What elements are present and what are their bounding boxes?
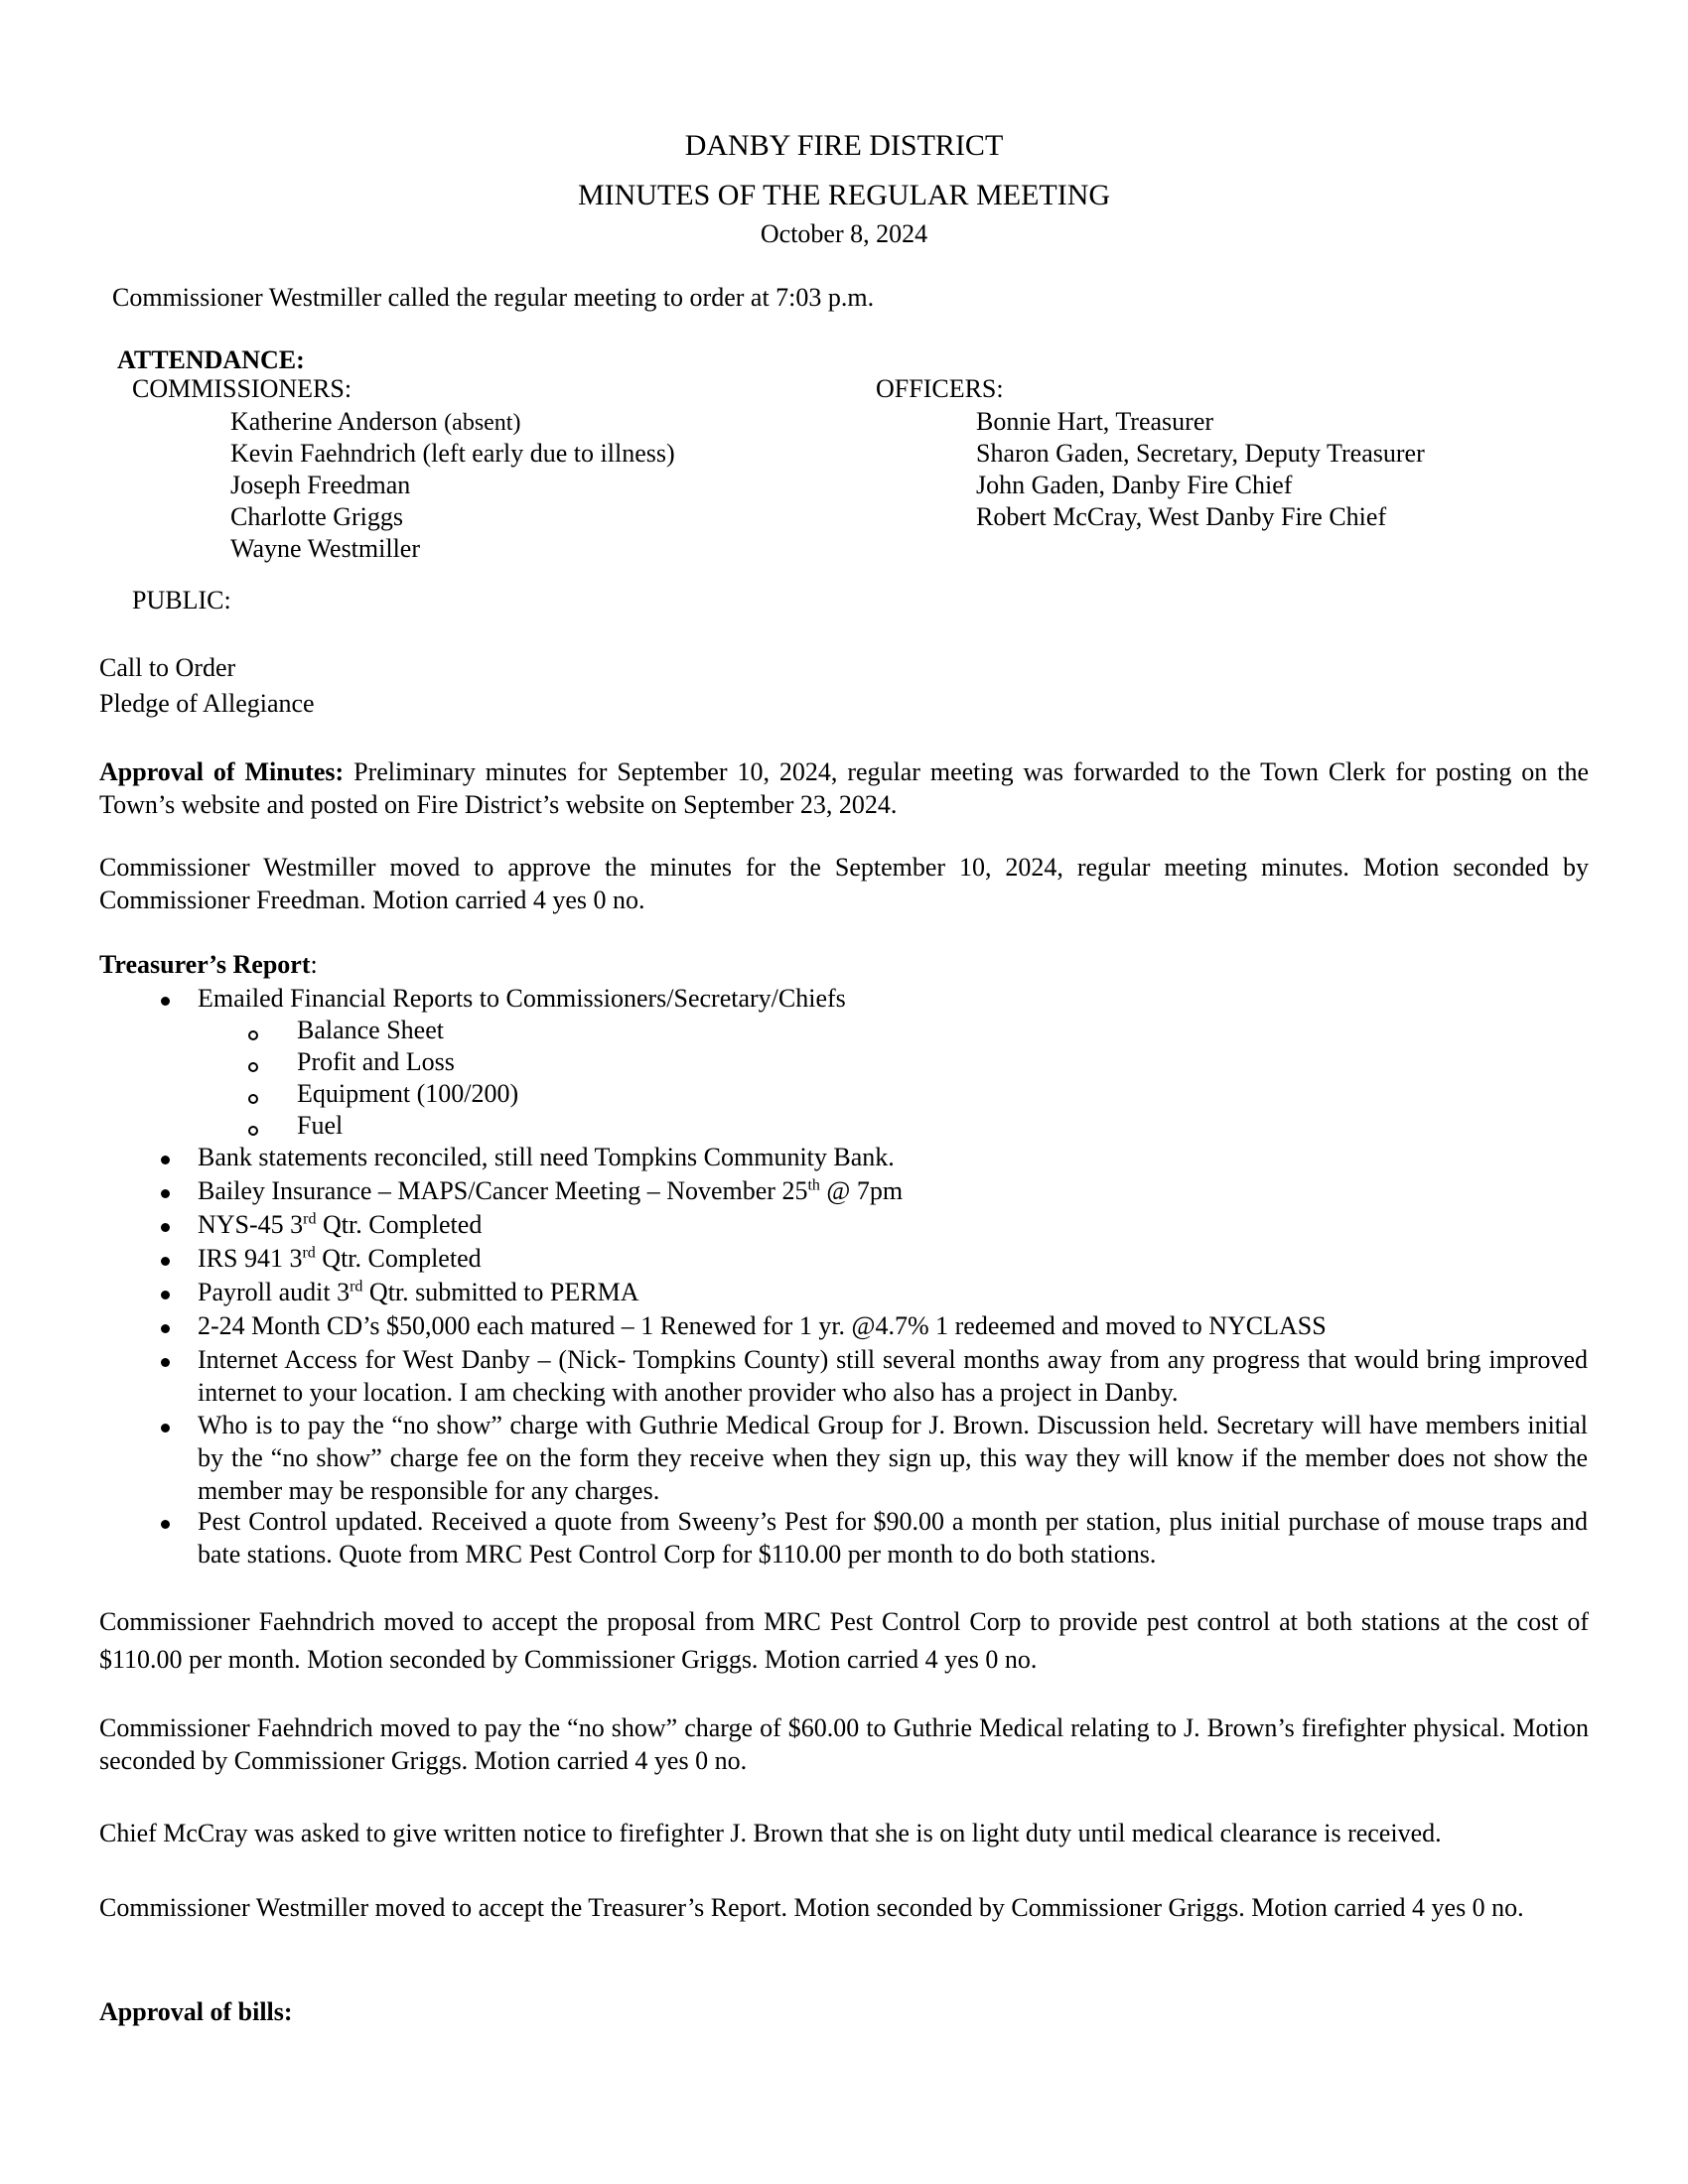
bills-heading: Approval of bills: [99,1997,293,2026]
treasurer-report-heading: Treasurer’s Report: [99,950,318,979]
sub-bullet-icon [248,1062,258,1072]
bullet-icon [161,1223,170,1232]
meeting-date: October 8, 2024 [760,219,928,248]
treasurer-sub-bullet: Fuel [297,1111,344,1140]
motion-pest-control: Commissioner Faehndrich moved to accept the proposal from MRC Pest Control Corp to provide pest control at both stations at the cost of $110.00 per month. Motion seconded by Commissioner Griggs. Motion carried 4 yes 0 no. [99,1607,1589,1674]
commissioner-item: Kevin Faehndrich (left early due to illness) [230,439,675,468]
bullet-icon [161,1257,170,1266]
call-to-order-line: Commissioner Westmiller called the regular meeting to order at 7:03 p.m. [112,283,875,312]
treasurer-bullet: Payroll audit 3rd Qtr. submitted to PERMA [198,1278,639,1306]
approval-minutes-heading: Approval of Minutes: [99,757,345,786]
motion-treasurer-report: Commissioner Westmiller moved to accept the Treasurer’s Report. Motion seconded by Commissioner Griggs. Motion carried 4 yes 0 no. [99,1893,1524,1922]
bullet-icon [161,1156,170,1164]
commissioner-item: Charlotte Griggs [230,502,404,531]
bullet-icon [161,1324,170,1333]
bullet-icon [161,997,170,1006]
agenda-item: Pledge of Allegiance [99,689,315,718]
bullet-icon [161,1424,170,1433]
treasurer-bullet: 2-24 Month CD’s $50,000 each matured – 1 Renewed for 1 yr. @4.7% 1 redeemed and moved to NYCLASS [198,1311,1327,1340]
sub-bullet-icon [248,1126,258,1136]
approval-minutes-paragraph: Approval of Minutes: Preliminary minutes for September 10, 2024, regular meeting was forwarded to the Town Clerk for posting on the Town’s website and posted on Fire District’s website on September 23, 2024. [99,757,1589,819]
sub-bullet-icon [248,1030,258,1040]
approval-minutes-motion: Commissioner Westmiller moved to approve the minutes for the September 10, 2024, regular meeting minutes. Motion seconded by Commissioner Freedman. Motion carried 4 yes 0 no. [99,853,1589,914]
motion-no-show-charge: Commissioner Faehndrich moved to pay the “no show” charge of $60.00 to Guthrie Medical relating to J. Brown’s firefighter physical. Motion seconded by Commissioner Griggs. Motion carried 4 yes 0 no. [99,1713,1589,1775]
treasurer-bullet: Who is to pay the “no show” charge with Guthrie Medical Group for J. Brown. Discussion held. Secretary will have members initial by the “no show” charge fee on the form they receive when they sign up, this way they will know if the member does not show the member may be responsible for any charges. [198,1411,1588,1505]
public-label: PUBLIC: [132,586,231,614]
officer-item: Bonnie Hart, Treasurer [976,407,1214,436]
commissioner-item: Katherine Anderson (absent) [230,407,521,436]
officer-item: John Gaden, Danby Fire Chief [976,471,1293,499]
commissioners-label: COMMISSIONERS: [132,374,352,403]
treasurer-sub-bullet: Balance Sheet [297,1016,444,1044]
agenda-item: Call to Order [99,653,236,682]
treasurer-bullet: Bailey Insurance – MAPS/Cancer Meeting – November 25th @ 7pm [198,1176,904,1205]
sub-bullet-icon [248,1094,258,1104]
treasurer-bullet: NYS-45 3rd Qtr. Completed [198,1210,483,1239]
treasurer-bullet: Bank statements reconciled, still need Tompkins Community Bank. [198,1143,895,1171]
treasurer-sub-bullet: Equipment (100/200) [297,1079,519,1108]
commissioner-item: Joseph Freedman [230,471,411,499]
page-title: MINUTES OF THE REGULAR MEETING [577,179,1111,211]
org-title: DANBY FIRE DISTRICT [684,129,1004,162]
attendance-heading: ATTENDANCE: [117,345,305,374]
treasurer-bullet: Internet Access for West Danby – (Nick- Tompkins County) still several months away from any progress that would bring improved internet to your location. I am checking with another provider who also has a project in Danby. [198,1345,1588,1407]
bullet-icon [161,1189,170,1198]
officers-label: OFFICERS: [876,374,1004,403]
bullet-icon [161,1520,170,1529]
bullet-icon [161,1358,170,1367]
commissioner-item: Wayne Westmiller [230,534,421,563]
treasurer-bullet: Emailed Financial Reports to Commissioners/Secretary/Chiefs [198,984,846,1013]
officer-item: Sharon Gaden, Secretary, Deputy Treasurer [976,439,1425,468]
bullet-icon [161,1291,170,1299]
treasurer-sub-bullet: Profit and Loss [297,1047,455,1076]
treasurer-bullet: IRS 941 3rd Qtr. Completed [198,1244,482,1273]
officer-item: Robert McCray, West Danby Fire Chief [976,502,1387,531]
motion-light-duty-notice: Chief McCray was asked to give written notice to firefighter J. Brown that she is on light duty until medical clearance is received. [99,1819,1442,1847]
treasurer-bullet: Pest Control updated. Received a quote from Sweeny’s Pest for $90.00 a month per station, plus initial purchase of mouse traps and bate stations. Quote from MRC Pest Control Corp for $110.00 per month to do both stations. [198,1507,1588,1569]
